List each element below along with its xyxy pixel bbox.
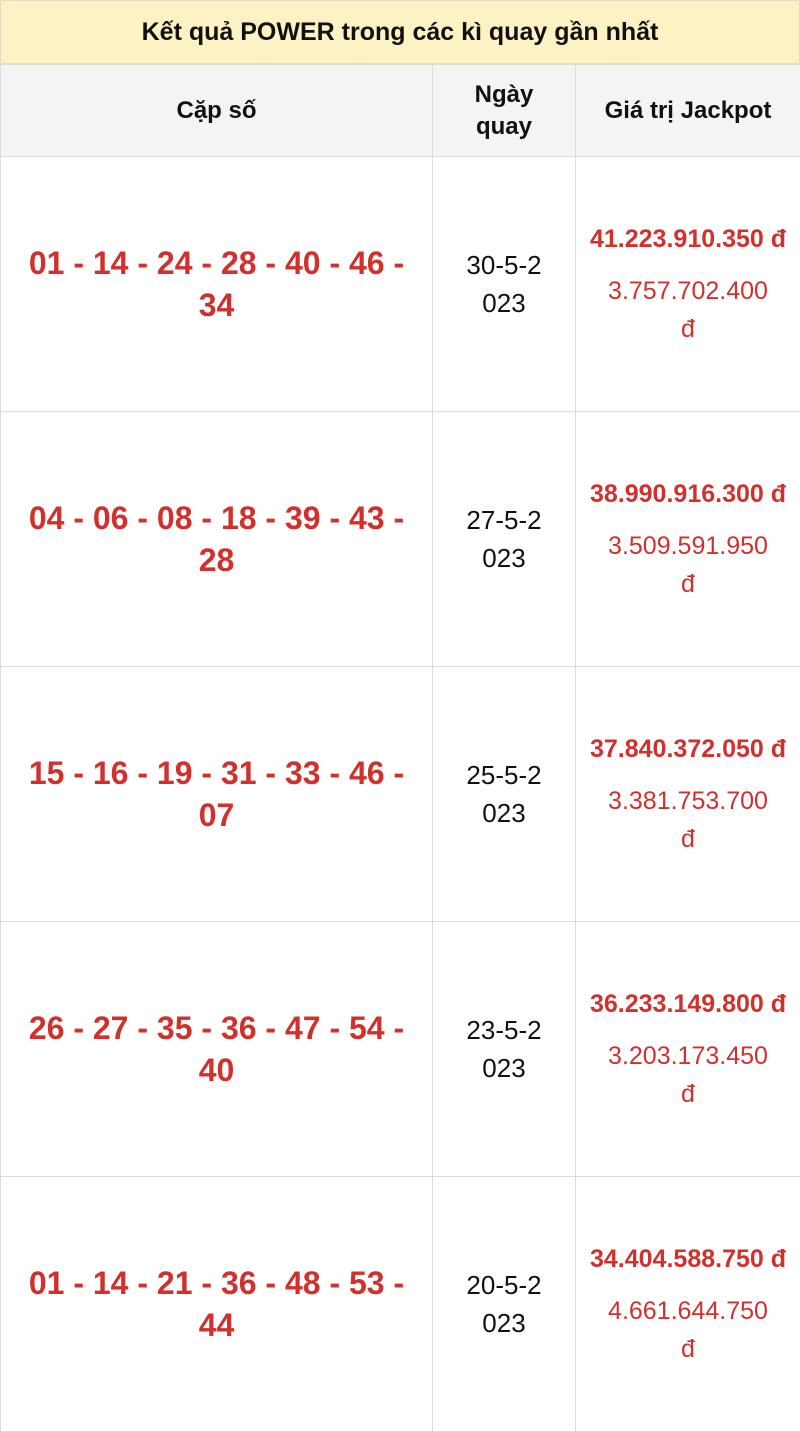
jackpot-2-value: 3.757.702.400 đ — [586, 272, 790, 348]
table-row — [1, 667, 800, 922]
jackpot-cell — [576, 412, 800, 667]
draw-date: 25-5-2023 — [433, 667, 576, 922]
draw-date: 27-5-2023 — [433, 412, 576, 667]
jackpot-1-value: 41.223.910.350 đ — [586, 220, 790, 258]
winning-numbers: 01 - 14 - 24 - 28 - 40 - 46 - 34 — [1, 157, 433, 412]
table-row — [1, 922, 800, 1177]
jackpot-1-value: 38.990.916.300 đ — [586, 475, 790, 513]
jackpot-cell — [576, 157, 800, 412]
header-jackpot: Giá trị Jackpot — [576, 65, 800, 157]
table-header-row — [1, 65, 800, 157]
jackpot-cell — [576, 1177, 800, 1432]
winning-numbers: 01 - 14 - 21 - 36 - 48 - 53 - 44 — [1, 1177, 433, 1432]
jackpot-cell — [576, 922, 800, 1177]
jackpot-1-value: 34.404.588.750 đ — [586, 1240, 790, 1278]
winning-numbers: 04 - 06 - 08 - 18 - 39 - 43 - 28 — [1, 412, 433, 667]
draw-date: 20-5-2023 — [433, 1177, 576, 1432]
results-table — [0, 64, 800, 1432]
winning-numbers: 26 - 27 - 35 - 36 - 47 - 54 - 40 — [1, 922, 433, 1177]
table-row — [1, 412, 800, 667]
jackpot-2-value: 3.509.591.950 đ — [586, 527, 790, 603]
draw-date: 23-5-2023 — [433, 922, 576, 1177]
jackpot-2-value: 4.661.644.750 đ — [586, 1292, 790, 1368]
jackpot-1-value: 37.840.372.050 đ — [586, 730, 790, 768]
header-date: Ngày quay — [433, 65, 576, 157]
winning-numbers: 15 - 16 - 19 - 31 - 33 - 46 - 07 — [1, 667, 433, 922]
jackpot-1-value: 36.233.149.800 đ — [586, 985, 790, 1023]
draw-date: 30-5-2023 — [433, 157, 576, 412]
header-numbers: Cặp số — [1, 65, 433, 157]
jackpot-2-value: 3.203.173.450 đ — [586, 1037, 790, 1113]
jackpot-2-value: 3.381.753.700 đ — [586, 782, 790, 858]
table-row — [1, 1177, 800, 1432]
table-row — [1, 157, 800, 412]
page-title: Kết quả POWER trong các kì quay gần nhất — [0, 0, 800, 64]
jackpot-cell — [576, 667, 800, 922]
